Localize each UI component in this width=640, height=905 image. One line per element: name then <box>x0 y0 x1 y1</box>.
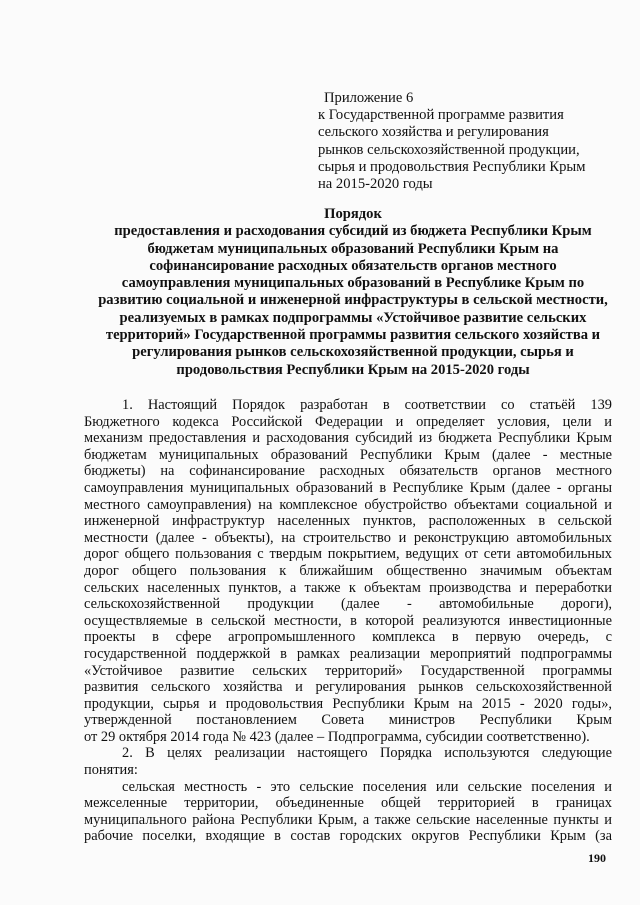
title-line: продовольствия Республики Крым на 2015-2020 годы <box>176 361 530 378</box>
body-line: местного самоуправления) на комплексное обустройство объектами социальной и <box>84 496 612 513</box>
page-number: 190 <box>588 851 606 865</box>
title-line: территорий» Государственной программы развития сельского хозяйства и <box>105 327 601 344</box>
appendix-header <box>318 90 618 193</box>
body-line: инженерной инфраструктур населенных пунктов, расположенных в сельской <box>84 513 612 530</box>
body-line: дорог общего пользования с твердым покрытием, ведущих от сети автомобильных <box>84 546 612 563</box>
body-line: продукции, сырья и продовольствия Республики Крым на 2015 - 2020 годы», <box>84 695 612 712</box>
body-line: проекты в сфере агропромышленного комплекса в первую очередь, с <box>84 629 612 646</box>
title-line: Порядок <box>324 206 382 222</box>
title-line: регулирования рынков сельскохозяйственной продукции, сырья и <box>132 344 574 361</box>
body-line: самоуправления муниципальных образований в Республике Крым (далее - органы <box>84 479 612 496</box>
title-line: самоуправления муниципальных образований в Республике Крым по <box>121 275 585 292</box>
body-line: рабочие поселки, входящие в состав городских округов Республики Крым (за <box>84 828 612 845</box>
body-line: развития сельского хозяйства и регулирования рынков сельскохозяйственной <box>84 679 612 696</box>
body-line: Бюджетного кодекса Российской Федерации и определяет условия, цели и <box>84 413 612 430</box>
body-line: сельских населенных пунктов, а также к объектам производства и переработки <box>84 579 612 596</box>
appendix-line: рынков сельскохозяйственной продукции, <box>318 141 580 158</box>
body-line: от 29 октября 2014 года № 423 (далее – Подпрограмма, субсидии соответственно). <box>84 728 590 745</box>
body-line: бюджеты) на софинансирование расходных обязательств органов местного <box>84 463 612 480</box>
body-line: муниципального района Республики Крым, а также сельские населенные пункты и <box>84 811 612 828</box>
body-line: дорог общего пользования к ближайшим общественно значимым объектам <box>84 562 612 579</box>
body-line: 1. Настоящий Порядок разработан в соответствии со статьёй 139 <box>122 397 612 413</box>
body-line: утвержденной постановлением Совета министров Республики Крым <box>84 712 612 729</box>
appendix-line: Приложение 6 <box>324 90 414 106</box>
appendix-line: сельского хозяйства и регулирования <box>318 124 549 141</box>
title-line: реализуемых в рамках подпрограммы «Устойчивое развитие сельских <box>119 309 587 326</box>
body-line: осуществляемые в сельской местности, в которой реализуются инвестиционные <box>84 612 612 629</box>
body-line: понятия: <box>84 762 138 779</box>
title-line: предоставления и расходования субсидий из бюджета Республики Крым <box>114 223 592 240</box>
title-line: бюджетам муниципальных образований Республики Крым на <box>147 240 559 257</box>
body-line: государственной поддержкой в рамках реализации мероприятий подпрограммы <box>84 645 612 662</box>
body-line: сельская местность - это сельские поселения или сельские поселения и <box>122 778 612 795</box>
body-line: 2. В целях реализации настоящего Порядка используются следующие <box>122 745 612 762</box>
title-line: развитию социальной и инженерной инфраструктуры в сельской местности, <box>98 292 608 309</box>
body-line: межселенные территории, объединенные общей территорией в границах <box>84 795 612 812</box>
body-line: местности (далее - объекты), на строительство и реконструкцию автомобильных <box>84 529 612 546</box>
appendix-line: сырья и продовольствия Республики Крым <box>318 158 586 175</box>
body-line: механизм предоставления и расходования субсидий из бюджета Республики Крым <box>84 430 612 447</box>
title-line: софинансирование расходных обязательств органов местного <box>149 257 557 274</box>
document-title <box>80 206 626 379</box>
document-body <box>84 397 612 845</box>
body-line: бюджетам муниципальных образований Республики Крым (далее - местные <box>84 446 612 463</box>
appendix-line: на 2015-2020 годы <box>318 176 433 193</box>
body-line: сельскохозяйственной продукции (далее - автомобильные дороги), <box>84 596 612 613</box>
body-line: «Устойчивое развитие сельских территорий» Государственной программы <box>84 662 612 679</box>
appendix-line: к Государственной программе развития <box>318 107 564 124</box>
